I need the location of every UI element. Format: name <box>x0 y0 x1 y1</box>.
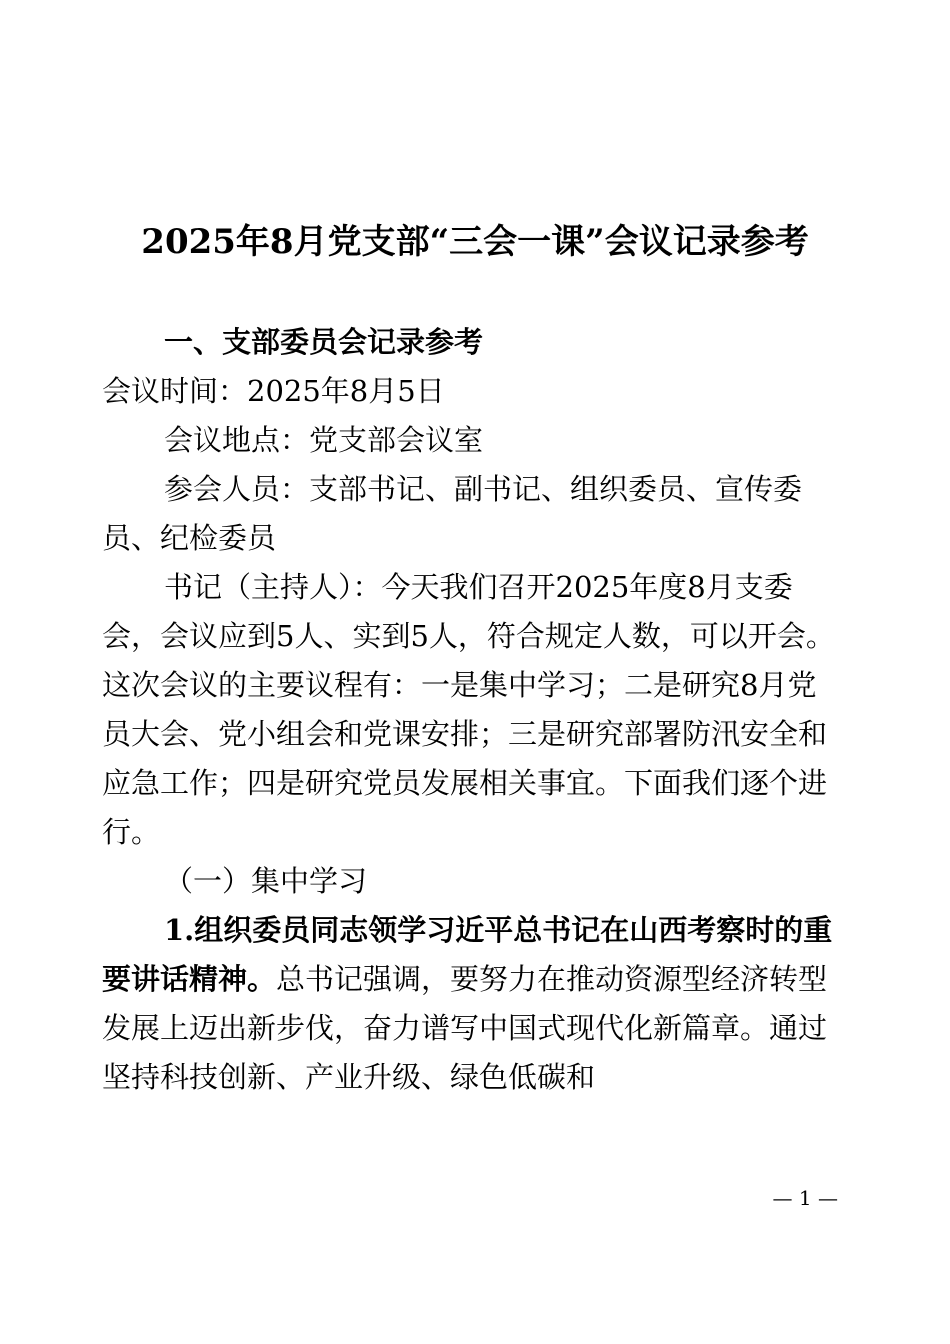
section-heading: 一、支部委员会记录参考 <box>164 325 484 359</box>
subsection-heading: （一）集中学习 <box>164 864 368 898</box>
attendees: 参会人员：支部书记、副书记、组织委员、宣传委员、纪检委员 <box>102 472 803 555</box>
study-item-body: 总书记强调，要努力在推动资源型经济转型发展上迈出新步伐，奋力谱写中国式现代化新篇章。通过坚持科技创新、产业升级、绿色低碳和 <box>102 962 828 1094</box>
document-body <box>102 318 840 1102</box>
meeting-place: 会议地点：党支部会议室 <box>164 423 484 457</box>
meeting-time: 会议时间：2025年8月5日 <box>102 374 445 408</box>
secretary-speech: 书记（主持人）：今天我们召开2025年度8月支委会，会议应到5人、实到5人，符合规定人数，可以开会。这次会议的主要议程有：一是集中学习；二是研究8月党员大会、党小组会和党课安排；三是研究部署防汛安全和应急工作；四是研究党员发展相关事宜。下面我们逐个进行。 <box>102 570 835 849</box>
study-item-lead: 1.组织委员同志领学习近平总书记在山西考察时的重要讲话精神。 <box>102 913 833 996</box>
study-item-paragraph <box>102 906 840 1102</box>
document-title: 2025年8月党支部“三会一课”会议记录参考 <box>141 222 809 262</box>
page-number: — 1 — <box>772 1186 838 1210</box>
